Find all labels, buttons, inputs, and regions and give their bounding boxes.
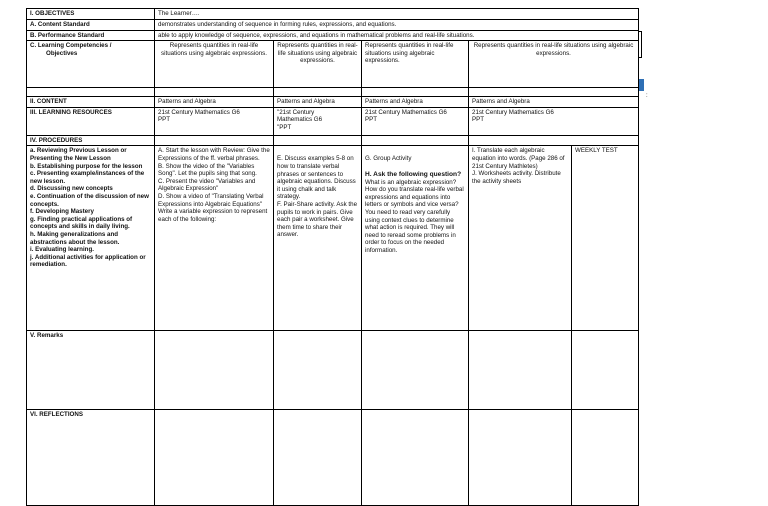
procedure-step: j. Additional activities for application or remediation. — [30, 253, 146, 269]
day2-item: F. Pair-Share activity. Ask the pupils to work in pairs. Give each pair a worksheet. Give them time to share their answer. — [277, 200, 358, 239]
row-procedures — [27, 146, 639, 331]
row-resources — [27, 107, 639, 135]
procedure-step: i. Evaluating learning. — [30, 246, 94, 254]
row-procedures-header — [27, 135, 639, 146]
content-day4: Patterns and Algebra — [469, 97, 639, 108]
resources-label: III. LEARNING RESOURCES — [27, 107, 155, 135]
performance-standard-value: able to apply knowledge of sequence, expressions, and equations in mathematical problems and real-life situations. — [155, 30, 639, 41]
day3-item-h-question: H. Ask the following question? — [365, 170, 462, 178]
resources-day2-line2: Mathematics G6 — [277, 116, 323, 124]
day4-item-j: J. Worksheets activity. Distribute the activity sheets — [472, 170, 561, 185]
objectives-value: The Learner…. — [155, 9, 639, 20]
page-tab-marker — [639, 79, 644, 91]
resources-day4-line2: PPT — [472, 116, 485, 124]
row-objectives — [27, 9, 639, 20]
day3-item-h-text: What is an algebraic expression? How do you translate real-life verbal expressions and equations into letters or symbols and vice versa? You need to read very carefully using context clues to determine what action is required. They will need to reread some problems in order to focus on the needed information. — [365, 178, 464, 254]
row-performance-standard — [27, 30, 639, 41]
day1-item: D. Show a video of "Translating Verbal Expressions into Algebraic Equations" — [158, 192, 264, 208]
day3-item-h — [365, 171, 465, 255]
procedures-day5: WEEKLY TEST — [572, 146, 639, 331]
resources-day3-line1: 21st Century Mathematics G6 — [365, 108, 447, 116]
procedure-step: c. Presenting example/instances of the new lesson. — [30, 170, 145, 185]
resources-day3-line2: PPT — [365, 116, 378, 124]
resources-day2 — [274, 107, 362, 135]
procedure-step: g. Finding practical applications of concepts and skills in daily living. — [30, 215, 133, 231]
day1-item: C. Present the video "Variables and Algebraic Expression" — [158, 177, 256, 193]
resources-day1-line2: PPT — [158, 116, 171, 124]
row-remarks — [27, 331, 639, 410]
procedures-day3 — [362, 146, 469, 331]
procedures-label: IV. PROCEDURES — [27, 135, 155, 146]
procedures-day1 — [155, 146, 274, 331]
objectives-label: I. OBJECTIVES — [27, 9, 155, 20]
resources-day3 — [362, 107, 469, 135]
procedure-step: e. Continuation of the discussion of new concepts. — [30, 192, 149, 208]
day1-paragraph: Write a variable expression to represent each of the following: — [158, 208, 268, 223]
procedure-step: h. Making generalizations and abstractions about the lesson. — [30, 230, 120, 246]
competencies-label-line2: Objectives — [46, 49, 78, 57]
procedure-step: f. Developing Mastery — [30, 208, 94, 216]
content-day1: Patterns and Algebra — [155, 97, 274, 108]
resources-day2-line1: "21st Century — [277, 108, 315, 116]
day2-item: E. Discuss examples 5-8 on how to translate verbal phrases or sentences to algebraic equations. Discuss it using chalk and talk strategy. — [277, 155, 356, 201]
procedure-step: b. Establishing purpose for the lesson — [30, 162, 143, 170]
content-day3: Patterns and Algebra — [362, 97, 469, 108]
content-standard-value: demonstrates understanding of sequence in forming rules, expressions, and equations. — [155, 20, 639, 31]
content-day2: Patterns and Algebra — [274, 97, 362, 108]
resources-day4-line1: 21st Century Mathematics G6 — [472, 108, 554, 116]
content-label: II. CONTENT — [27, 97, 155, 108]
procedures-day2 — [274, 146, 362, 331]
daily-lesson-log-table — [26, 8, 639, 506]
competency-day2: Represents quantities in real-life situations using algebraic expressions. — [274, 41, 362, 88]
remarks-label: V. Remarks — [27, 331, 155, 410]
row-content — [27, 97, 639, 108]
day4-item-i: I. Translate each algebraic equation into words. (Page 286 of 21st Century Mathletes) — [472, 147, 565, 170]
procedure-step: d. Discussing new concepts — [30, 185, 113, 193]
procedure-steps — [27, 146, 155, 331]
row-spacer — [27, 88, 639, 97]
competency-day3: Represents quantities in real-life situations using algebraic expressions. — [362, 41, 469, 88]
competency-day1: Represents quantities in real-life situations using algebraic expressions. — [155, 41, 274, 88]
competency-day4: Represents quantities in real-life situations using algebraic expressions. — [469, 41, 639, 88]
row-competencies — [27, 41, 639, 88]
row-content-standard — [27, 20, 639, 31]
day1-item: A. Start the lesson with Review: Give the Expressions of the ff. verbal phrases. — [158, 147, 270, 162]
competencies-label-line1: C. Learning Competencies / — [30, 42, 112, 50]
resources-day1-line1: 21st Century Mathematics G6 — [158, 108, 240, 116]
row-reflections — [27, 410, 639, 506]
procedure-step: a. Reviewing Previous Lesson or Presenting the New Lesson — [30, 147, 127, 162]
competencies-label — [27, 41, 155, 88]
procedures-day4 — [469, 146, 572, 331]
content-standard-label: A. Content Standard — [27, 20, 155, 31]
resources-day1 — [155, 107, 274, 135]
margin-dot: : — [646, 93, 648, 99]
resources-day2-line3: "PPT — [277, 123, 292, 131]
day1-item: B. Show the video of the "Variables Song". Let the pupils sing that song. — [158, 162, 257, 178]
performance-standard-label: B. Performance Standard — [27, 30, 155, 41]
day3-item-g: G. Group Activity — [365, 155, 412, 163]
table-edge-strip — [638, 31, 642, 58]
resources-day4 — [469, 107, 639, 135]
reflections-label: VI. REFLECTIONS — [27, 410, 155, 506]
